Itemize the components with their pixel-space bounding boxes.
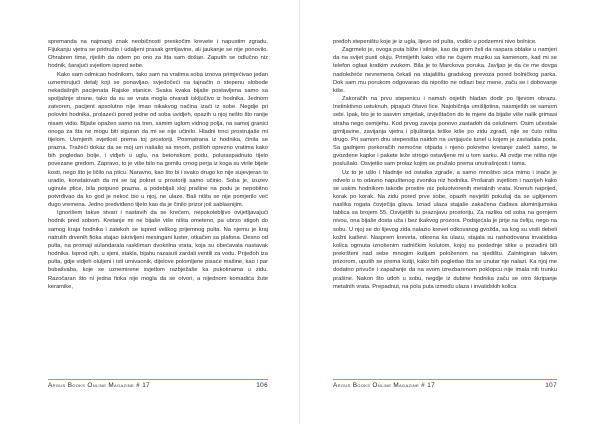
- left-page-text: [48, 38, 268, 291]
- footer-magazine-title: Argus Books Online Magazine # 17: [48, 382, 151, 389]
- paragraph: pređoh stepeništu koje je iz ugla, lijevo od pulta, vodilo u podzemni nivo bolnice.: [333, 39, 537, 45]
- right-page: [300, 0, 600, 424]
- page-number: 107: [545, 382, 557, 389]
- right-page-footer: [333, 382, 557, 392]
- paragraph: Zagrmelo je, ovoga puta bliže i silnije, kao da grom želi da raspara oblake u namjeri da na svijet pusti oluju. Primijetih kako više ne čujem muziku sa kamenom, kad mi se telefon oglasi kratkim zvukom. Bila je to Marckova poruka. Javljao je da će me dovga nadoležeće nevremena čekati na stajalištu gradskog prevoza pored bolničkog parka. Dok sam mu porukom odgovarao da nipošto ne odlazi bez mene, začu se i dobovanje kiše.: [333, 47, 557, 94]
- paragraph: Uz to je ušlo i hladnije od ostatka zgrade, a samo mnoštvo sića mimo i inače je odvelo u to odavno napuštenog zvonika niz hodnika. Prošarah svjetlom i nazrijeh kako se uskim hodnikom takođe prostire niz poluotvorenih metalnih vrata. Krenuh naprijed, korak po korak. Na zidu pored prve sobe, opazih nevješti pokušaj da se uglijenom naslika rogata čovječija glava. Iznad ulaza stajaše zakačena čađava aluminijumska tablica sa brojem 55. Osvijetlih tu praznjavu prostoriju. Za razliku od soba na gornjem nivou, ona bijaše dosta uža i bez ikakvog prozora. Podsjećala je prije na ćeliju, nego na sobu. U njoj se do lijevog zida nalazio krevet odkovanog gvožđa, sa kog su visili debeli kožni kaiševi. Nasprem kreveta, otkrena ka ulazu, stajala su rashodovana invalidska kolica ogrnuta iznošenim radničkim kolutom, kojoj su poslednje slike u pozadini bili prekršteni nad sebe mnogim kutijam položenom na sjedištu. Zaintrigiran takvim prizorom, uputih se prema kutiji, kako bih pogledao šta se unutar nje nalazi. Ka njoj me dodatno privuče i zapažanje da na svom izrezbarenom poklopcu nije imala niti trunku prašine. Nakon što uđoh u sobu, negdje iz dubine hodnika začu se otro škripanje metalnih vrata. Prepadnut, na pola puta između ulaza i invalidskih kolica: [333, 169, 557, 290]
- left-page-footer: [48, 382, 268, 392]
- page-number: 106: [256, 382, 268, 389]
- right-page-text: [333, 38, 557, 291]
- paragraph: spremanda na najmanji znak neobičnosti preskočim krevete i napustim zgradu. Fijukanju vjetra se pridružio i udaljeni prasak grmljavine, ali jaukanje se nije ponovilo. Ohrabren time, riješih da odem po ono za šta sam došao. Zaputih se odlučno niz hodnik, šarajući svjetlom ispred sebe.: [48, 39, 268, 70]
- paragraph: Ignorišem takve stvari i nastavih da se krećem, nepokolebljivo ovijetljavajući hodnik pred sobom. Kretanje mi ne bijaše više ništa ometeno, pa ubrzo stigoh do samog kraja hodnika i zatekoh se ispred velikog prijemnog pulta. Na njemu je kraj natrulih drvenih fioka stajao iskrivljeni mesingani luster, otkačen sa plafona. Desno od pulta, na promaji sulandarala raskliman dvokrilna vrata, koja su obećavala nastavak hodnika. Isprod njih, u sjeni, stakla, bijahu razasuti zardali ventili za vodu. Prijeđoh iza pulta, gdje vidjeh oluljeni i isti umivaonik, dijelove polomljene pisaće mašine, kao i par bubašvaba, koje se uznemirene svjetlom razbježaše ka pukotinama u zidu. Razočaran što ni jedna fioka nije mogla da se otvori, a nijednom komadića žute keramike,: [48, 210, 268, 290]
- footer-rule: [48, 379, 268, 380]
- paragraph: Zakoračih na prvu stepenicu i namah osjetih hladan dodir po lijevom obrazu. Instinktivno ustuknuh, pipajući čitavo lice. Najobičnija umišljotina, nasmješih se samom sebi. Ipak, bio je to sasvim smješak, izvještačen do te mjere da bijaše više nalik grimasi straha nego osmijehu. Kod prvog zavoja ponovo zastadoh da oslušnem. Osim učestale grmljavine, zavijanja vjetra i pljuštanja teške kiše po zidu zgradi, nije se čulo ništa drugo. Pri samom dnu stepeništa naidoh na uvrijajuće tunel u kojem je zavladala poda. Sa gadnjem prekoračih nemoćne otpada i njeno pokretno kretanje zaleći samo, te gvozdene kapke i pakete leže strogo ostavljene mi u tom sarku. Ali ovdje me ništa nije poslušalo. Osvjetlio sam prolaz kojim se pružalo prema unutrašnjosti i tama.: [333, 96, 557, 168]
- footer-magazine-title: Argus Books Online Magazine # 17: [333, 382, 436, 389]
- paragraph: Kako sam odmicao hodnikom, tako sam na vratima soba iznova primjećivao jedan uznemirujući detalj koji se ponavljao, svjedočeći na tajnačin o stepenu slobode nekadašnjih pacijenata Rajske stanice. Svaka kvaka bijaše postavljena samo sa spoljašnje strane, tako da su se vrata mogla otvarati isključivo iz hodnika. Jednom zatvoren, pacijent apsolutno nije imao nikakvog načina izaći iz sobe. Negdje pri polovini hodnika, prolazeći pored jedne od soba uvidjeh, opazih u njoj nešto što ranije nisam vidio. Bijaše opažen samo na tren, samim uglom vidnog polja, na samoj granici onoga za šta ne mogu biti siguran da mi se nije učinilo. Hladni trnci prostrujaše mi tijelom. Usmjerih svjetlost prema toj prostoriji. Posmatrana iz hodnika, činila se prazna. Tražeći dokaz da se moj um našalio sa mnom, prišloh oprezno vratima kako bih pogledao bolje, i vidjeh u uglu, na betonskom podu, poluraspadnuto tijelo povezane gredom. Zapravo, to je više bilo na gomilu crnog perja iz koga su virile bijele kosti, nego što je ličilo na pticu. Naravno, kao što bi i svako drugo ko nije sujevjeran to uradio, konstatovah da mi se taj pokret u prostoriji samo učinio. Soba je, izuzev uginule ptice, bila potpuno prazna, a podebljali sloj prašine na podu je nepobitno potvrđivao da ko god je nekoć bio u njoj, ne ulaze. Baš ništa se nije pomjerilo već dugo vremena. Jedno predviđeno tijelo kao da je činilo prizor još sablasnijim.: [48, 71, 268, 209]
- footer-rule: [333, 379, 557, 380]
